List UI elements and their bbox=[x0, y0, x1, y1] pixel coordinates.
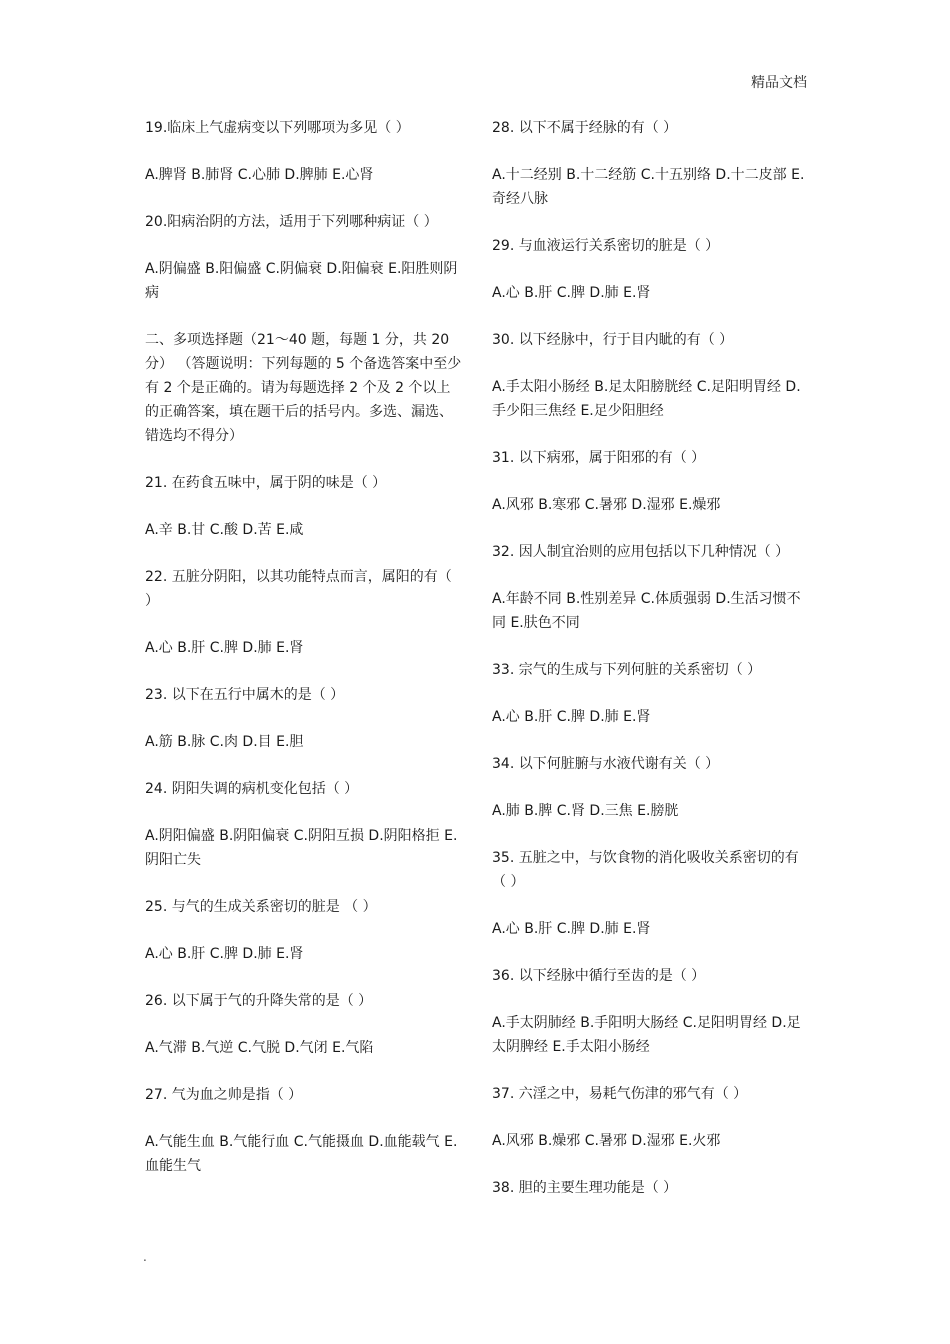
left-line: 24. 阴阳失调的病机变化包括（ ） bbox=[145, 781, 359, 797]
left-line: 25. 与气的生成关系密切的脏是 （ ） bbox=[145, 899, 377, 915]
left-line: A.阴阳偏盛 B.阴阳偏衰 C.阴阳互损 D.阴阳格拒 E.阴阳亡失 bbox=[145, 828, 458, 868]
left-line: 26. 以下属于气的升降失常的是（ ） bbox=[145, 993, 373, 1009]
right-line: A.十二经别 B.十二经筋 C.十五别络 D.十二皮部 E.奇经八脉 bbox=[492, 167, 805, 207]
left-line: 21. 在药食五味中，属于阴的味是（ ） bbox=[145, 475, 387, 491]
right-line: A.肺 B.脾 C.肾 D.三焦 E.膀胱 bbox=[492, 803, 679, 819]
right-line: 36. 以下经脉中循行至齿的是（ ） bbox=[492, 968, 706, 984]
left-line: A.心 B.肝 C.脾 D.肺 E.肾 bbox=[145, 640, 304, 656]
left-line: A.气能生血 B.气能行血 C.气能摄血 D.血能载气 E.血能生气 bbox=[145, 1134, 458, 1174]
right-line: 30. 以下经脉中，行于目内眦的有（ ） bbox=[492, 332, 734, 348]
right-line: A.年龄不同 B.性别差异 C.体质强弱 D.生活习惯不同 E.肤色不同 bbox=[492, 591, 801, 631]
right-column bbox=[492, 116, 810, 1223]
left-line: A.气滞 B.气逆 C.气脱 D.气闭 E.气陷 bbox=[145, 1040, 374, 1056]
left-line: A.筋 B.脉 C.肉 D.目 E.胆 bbox=[145, 734, 304, 750]
right-line: 35. 五脏之中，与饮食物的消化吸收关系密切的有（ ） bbox=[492, 850, 799, 890]
left-line: 27. 气为血之帅是指（ ） bbox=[145, 1087, 303, 1103]
left-column bbox=[145, 116, 463, 1201]
left-line: 22. 五脏分阴阳，以其功能特点而言，属阳的有（ ） bbox=[145, 569, 452, 609]
right-line: 33. 宗气的生成与下列何脏的关系密切（ ） bbox=[492, 662, 762, 678]
right-line: A.心 B.肝 C.脾 D.肺 E.肾 bbox=[492, 285, 651, 301]
page-header-mark: 精品文档 bbox=[751, 75, 807, 91]
right-line: A.手太阴肺经 B.手阳明大肠经 C.足阳明胃经 D.足太阴脾经 E.手太阳小肠经 bbox=[492, 1015, 801, 1055]
section-instructions: 二、多项选择题（21～40 题，每题 1 分，共 20 分） （答题说明：下列每题的 5 个备选答案中至少有 2 个是正确的。请为每题选择 2 个及 2 个以上的正确答案，填在题干后的括号内。多选、漏选、错选均不得分） bbox=[145, 332, 462, 444]
right-line: A.手太阳小肠经 B.足太阳膀胱经 C.足阳明胃经 D.手少阳三焦经 E.足少阳胆经 bbox=[492, 379, 801, 419]
left-line: A.阴偏盛 B.阳偏盛 C.阴偏衰 D.阳偏衰 E.阳胜则阴病 bbox=[145, 261, 458, 301]
right-line: A.心 B.肝 C.脾 D.肺 E.肾 bbox=[492, 709, 651, 725]
right-line: 28. 以下不属于经脉的有（ ） bbox=[492, 120, 678, 136]
right-line: 32. 因人制宜治则的应用包括以下几种情况（ ） bbox=[492, 544, 790, 560]
right-line: A.风邪 B.燥邪 C.暑邪 D.湿邪 E.火邪 bbox=[492, 1133, 721, 1149]
left-line: A.脾肾 B.肺肾 C.心肺 D.脾肺 E.心肾 bbox=[145, 167, 374, 183]
left-line: 20.阳病治阴的方法，适用于下列哪种病证（ ） bbox=[145, 214, 438, 230]
left-line: 23. 以下在五行中属木的是（ ） bbox=[145, 687, 345, 703]
left-line: 19.临床上气虚病变以下列哪项为多见（ ） bbox=[145, 120, 410, 136]
left-line: A.心 B.肝 C.脾 D.肺 E.肾 bbox=[145, 946, 304, 962]
right-line: A.心 B.肝 C.脾 D.肺 E.肾 bbox=[492, 921, 651, 937]
right-line: 38. 胆的主要生理功能是（ ） bbox=[492, 1180, 678, 1196]
right-line: 29. 与血液运行关系密切的脏是（ ） bbox=[492, 238, 720, 254]
footer-dot: . bbox=[143, 1250, 147, 1264]
left-line: A.辛 B.甘 C.酸 D.苦 E.咸 bbox=[145, 522, 304, 538]
right-line: 37. 六淫之中，易耗气伤津的邪气有（ ） bbox=[492, 1086, 748, 1102]
right-line: 34. 以下何脏腑与水液代谢有关（ ） bbox=[492, 756, 720, 772]
right-line: A.风邪 B.寒邪 C.暑邪 D.湿邪 E.燥邪 bbox=[492, 497, 721, 513]
right-line: 31. 以下病邪，属于阳邪的有（ ） bbox=[492, 450, 706, 466]
